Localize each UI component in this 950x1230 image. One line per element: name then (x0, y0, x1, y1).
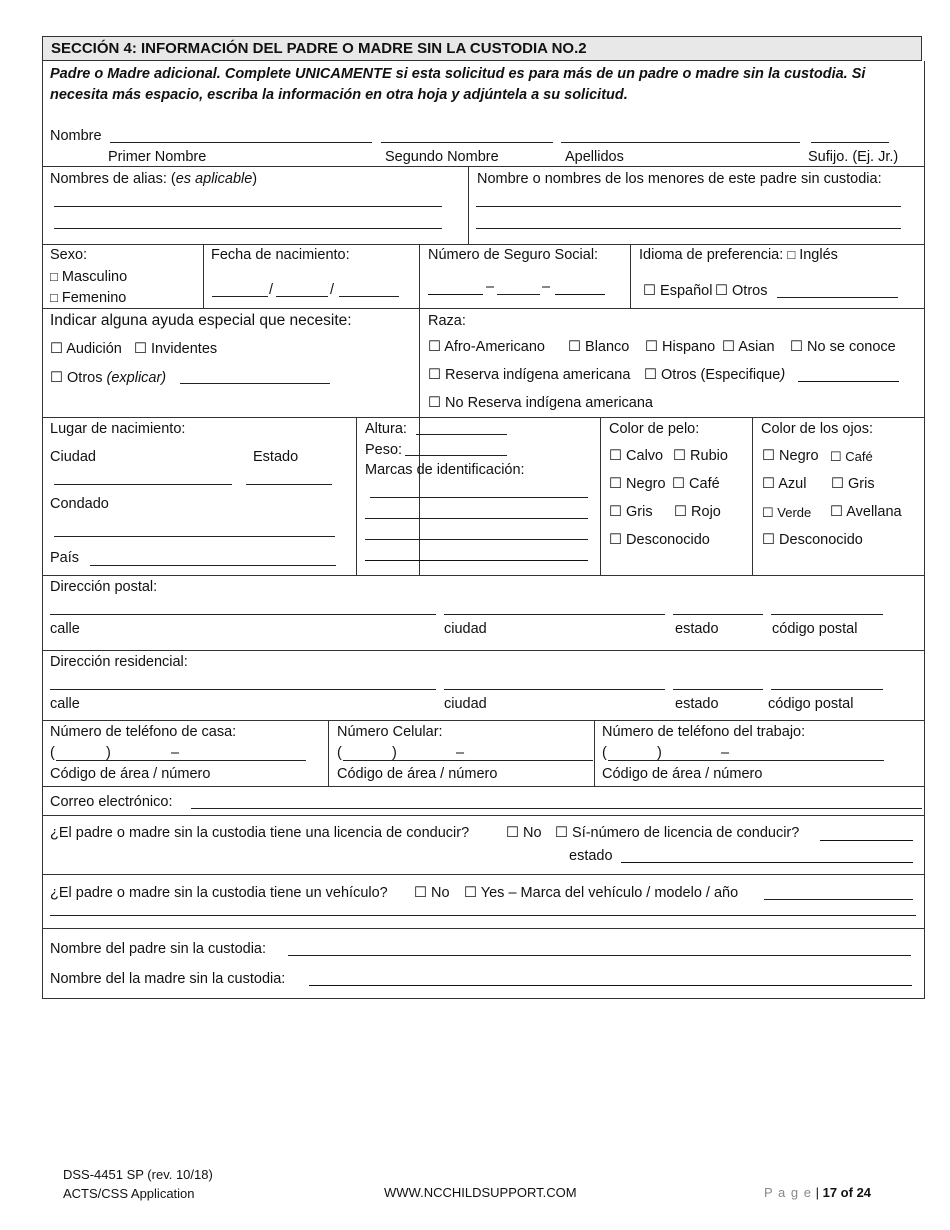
vehicle-yes-option[interactable]: ☐ Yes – Marca del vehículo / modelo / año (464, 885, 739, 901)
checkbox-icon: ☐ (428, 367, 441, 383)
checkbox-icon: □ (787, 247, 796, 262)
license-state-label: estado (569, 848, 613, 864)
residential-street-field[interactable] (50, 689, 436, 690)
residential-city-caption: ciudad (444, 696, 487, 712)
hair-red-option[interactable]: ☐ Rojo (674, 504, 721, 520)
license-number-field[interactable] (820, 840, 913, 841)
residential-state-field[interactable] (673, 689, 763, 690)
footer-page: P a g e | 17 of 24 (764, 1185, 872, 1200)
postal-label: Dirección postal: (50, 579, 158, 595)
hair-blond-option[interactable]: ☐ Rubio (673, 448, 728, 464)
footer-form-number: DSS-4451 SP (rev. 10/18) (63, 1167, 213, 1182)
checkbox-icon: ☐ (762, 505, 774, 520)
home-phone-field[interactable] (56, 760, 306, 761)
section-header (42, 36, 922, 61)
email-field[interactable] (191, 808, 922, 809)
home-phone-caption: Código de área / número (50, 766, 211, 782)
weight-field[interactable] (405, 455, 507, 456)
alias-field-2[interactable] (54, 228, 442, 229)
checkbox-icon: ☐ (673, 448, 686, 464)
checkbox-icon: ☐ (464, 885, 477, 901)
birthplace-country-field[interactable] (90, 565, 336, 566)
special-help-label: Indicar alguna ayuda especial que necesite: (50, 312, 352, 329)
postal-zip-field[interactable] (771, 614, 883, 615)
eyes-black-option[interactable]: ☐ Negro (762, 448, 819, 464)
race-label: Raza: (428, 313, 466, 329)
checkbox-icon: ☐ (790, 339, 803, 355)
eyes-green-option[interactable]: ☐ Verde (762, 505, 812, 520)
race-hispanic-option[interactable]: ☐ Hispano (645, 339, 716, 355)
marks-field-2[interactable] (365, 518, 588, 519)
residential-zip-caption: código postal (768, 696, 854, 712)
postal-zip-caption: código postal (772, 621, 858, 637)
checkbox-icon: ☐ (830, 449, 842, 464)
language-other-field[interactable] (777, 297, 898, 298)
race-other-option[interactable]: ☐ Otros (Especifique) (644, 367, 786, 383)
father-name-label: Nombre del padre sin la custodia: (50, 941, 267, 957)
last-name-field[interactable] (561, 142, 800, 143)
hair-gray-option[interactable]: ☐ Gris (609, 504, 653, 520)
residential-zip-field[interactable] (771, 689, 883, 690)
marks-label: Marcas de identificación: (365, 462, 525, 478)
hair-black-option[interactable]: ☐ Negro (609, 476, 666, 492)
work-phone-label: Número de teléfono del trabajo: (602, 724, 806, 740)
checkbox-icon: ☐ (428, 395, 441, 411)
hair-brown-option[interactable]: ☐ Café (672, 476, 720, 492)
residential-street-caption: calle (50, 696, 80, 712)
children-field-1[interactable] (476, 206, 901, 207)
checkbox-icon: ☐ (609, 532, 622, 548)
ssn-part1-field[interactable] (428, 294, 483, 295)
eyes-unknown-option[interactable]: ☐ Desconocido (762, 532, 863, 548)
ssn-part2-field[interactable] (497, 294, 540, 295)
middle-name-field[interactable] (381, 142, 553, 143)
checkbox-icon: ☐ (762, 476, 775, 492)
checkbox-icon: ☐ (609, 476, 622, 492)
sex-label: Sexo: (50, 247, 88, 263)
checkbox-icon: ☐ (506, 825, 519, 841)
checkbox-icon: ☐ (134, 341, 147, 357)
race-reservation-option[interactable]: ☐ Reserva indígena americana (428, 367, 631, 383)
last-name-caption: Apellidos (565, 149, 624, 165)
checkbox-icon: □ (50, 269, 58, 284)
alias-label: Nombres de alias: (es aplicable) (50, 171, 258, 187)
marks-field-3[interactable] (365, 539, 588, 540)
children-field-2[interactable] (476, 228, 901, 229)
hair-label: Color de pelo: (609, 421, 700, 437)
birthplace-label: Lugar de nacimiento: (50, 421, 186, 437)
ssn-part3-field[interactable] (555, 294, 605, 295)
first-name-field[interactable] (110, 142, 372, 143)
checkbox-icon: ☐ (568, 339, 581, 355)
checkbox-icon: ☐ (715, 283, 728, 299)
birthplace-county-field[interactable] (54, 536, 335, 537)
special-other-field[interactable] (180, 383, 330, 384)
postal-state-caption: estado (675, 621, 719, 637)
race-unknown-option[interactable]: ☐ No se conoce (790, 339, 896, 355)
checkbox-icon: □ (50, 290, 58, 305)
race-african-option[interactable]: ☐ Afro-Americano (428, 339, 545, 355)
work-phone-caption: Código de área / número (602, 766, 763, 782)
birthplace-country-label: País (50, 550, 80, 566)
postal-city-field[interactable] (444, 614, 665, 615)
residential-state-caption: estado (675, 696, 719, 712)
mother-name-field[interactable] (309, 985, 912, 986)
checkbox-icon: ☐ (414, 885, 427, 901)
hair-bald-option[interactable]: ☐ Calvo (609, 448, 664, 464)
vehicle-details-field[interactable] (764, 899, 913, 900)
race-white-option[interactable]: ☐ Blanco (568, 339, 630, 355)
alias-field-1[interactable] (54, 206, 442, 207)
checkbox-icon: ☐ (830, 504, 843, 520)
first-name-caption: Primer Nombre (108, 149, 207, 165)
height-field[interactable] (416, 434, 507, 435)
special-blind-option[interactable]: ☐ Invidentes (134, 341, 218, 357)
dob-day-field[interactable] (276, 296, 328, 297)
postal-state-field[interactable] (673, 614, 763, 615)
language-spanish-option[interactable]: ☐ Español (643, 283, 713, 299)
checkbox-icon: ☐ (762, 532, 775, 548)
birthplace-city-field[interactable] (54, 484, 232, 485)
children-label: Nombre o nombres de los menores de este padre sin custodia: (477, 171, 882, 187)
cell-phone-label: Número Celular: (337, 724, 443, 740)
ssn-label: Número de Seguro Social: (428, 247, 599, 263)
language-label: Idioma de preferencia: □ Inglés (639, 247, 838, 263)
name-label: Nombre (50, 128, 102, 144)
license-no-option[interactable]: ☐ No (506, 825, 542, 841)
checkbox-icon: ☐ (722, 339, 735, 355)
marks-field-1[interactable] (370, 497, 588, 498)
checkbox-icon: ☐ (672, 476, 685, 492)
sex-male-option[interactable]: □ Masculino (50, 269, 128, 285)
suffix-field[interactable] (811, 142, 889, 143)
dob-label: Fecha de nacimiento: (211, 247, 350, 263)
intro-line-2: necesita más espacio, escriba la información en otra hoja y adjúntela a su solicitud. (50, 87, 628, 103)
special-other-option[interactable]: ☐ Otros (explicar) (50, 370, 167, 386)
postal-street-caption: calle (50, 621, 80, 637)
birthplace-city-label: Ciudad (50, 449, 96, 465)
dob-month-field[interactable] (212, 296, 268, 297)
mother-name-label: Nombre del la madre sin la custodia: (50, 971, 286, 987)
suffix-caption: Sufijo. (Ej. Jr.) (808, 149, 899, 165)
checkbox-icon: ☐ (555, 825, 568, 841)
birthplace-county-label: Condado (50, 496, 109, 512)
checkbox-icon: ☐ (50, 370, 63, 386)
birthplace-state-label: Estado (253, 449, 299, 465)
dob-year-field[interactable] (339, 296, 399, 297)
home-phone-label: Número de teléfono de casa: (50, 724, 237, 740)
middle-name-caption: Segundo Nombre (385, 149, 499, 165)
weight-label: Peso: (365, 442, 403, 458)
residential-label: Dirección residencial: (50, 654, 188, 670)
license-question: ¿El padre o madre sin la custodia tiene una licencia de conducir? (50, 825, 470, 841)
license-yes-option[interactable]: ☐ Sí-número de licencia de conducir? (555, 825, 800, 841)
vehicle-details-field-2[interactable] (50, 915, 916, 916)
height-label: Altura: (365, 421, 407, 437)
checkbox-icon: ☐ (50, 341, 63, 357)
email-label: Correo electrónico: (50, 794, 173, 810)
eyes-hazel-option[interactable]: ☐ Avellana (830, 504, 902, 520)
checkbox-icon: ☐ (645, 339, 658, 355)
checkbox-icon: ☐ (609, 504, 622, 520)
form-frame (42, 61, 925, 999)
vehicle-no-option[interactable]: ☐ No (414, 885, 450, 901)
eyes-gray-option[interactable]: ☐ Gris (831, 476, 875, 492)
residential-city-field[interactable] (444, 689, 665, 690)
race-asian-option[interactable]: ☐ Asian (722, 339, 775, 355)
cell-phone-caption: Código de área / número (337, 766, 498, 782)
hair-unknown-option[interactable]: ☐ Desconocido (609, 532, 710, 548)
checkbox-icon: ☐ (831, 476, 844, 492)
checkbox-icon: ☐ (644, 367, 657, 383)
language-other-option[interactable]: ☐ Otros (715, 283, 768, 299)
eyes-brown-option[interactable]: ☐ Café (830, 449, 873, 464)
postal-city-caption: ciudad (444, 621, 487, 637)
intro-line-1: Padre o Madre adicional. Complete UNICAMENTE si esta solicitud es para más de un padre o madre sin la custodia. Si (50, 66, 866, 82)
checkbox-icon: ☐ (643, 283, 656, 299)
special-hearing-option[interactable]: ☐ Audición (50, 341, 122, 357)
birthplace-state-field[interactable] (246, 484, 332, 485)
footer-app-name: ACTS/CSS Application (63, 1186, 195, 1201)
father-name-field[interactable] (288, 955, 911, 956)
eyes-label: Color de los ojos: (761, 421, 874, 437)
vehicle-question: ¿El padre o madre sin la custodia tiene un vehículo? (50, 885, 388, 901)
cell-phone-field[interactable] (343, 760, 593, 761)
work-phone-field[interactable] (608, 760, 884, 761)
section-title: SECCIÓN 4: INFORMACIÓN DEL PADRE O MADRE SIN LA CUSTODIA NO.2 (51, 40, 587, 57)
license-state-field[interactable] (621, 862, 913, 863)
postal-street-field[interactable] (50, 614, 436, 615)
checkbox-icon: ☐ (674, 504, 687, 520)
checkbox-icon: ☐ (762, 448, 775, 464)
checkbox-icon: ☐ (428, 339, 441, 355)
checkbox-icon: ☐ (609, 448, 622, 464)
footer-website: WWW.NCCHILDSUPPORT.COM (384, 1185, 577, 1200)
race-non-reservation-option[interactable]: ☐ No Reserva indígena americana (428, 395, 653, 411)
race-other-field[interactable] (798, 381, 899, 382)
marks-field-4[interactable] (365, 560, 588, 561)
eyes-blue-option[interactable]: ☐ Azul (762, 476, 807, 492)
sex-female-option[interactable]: □ Femenino (50, 290, 127, 306)
